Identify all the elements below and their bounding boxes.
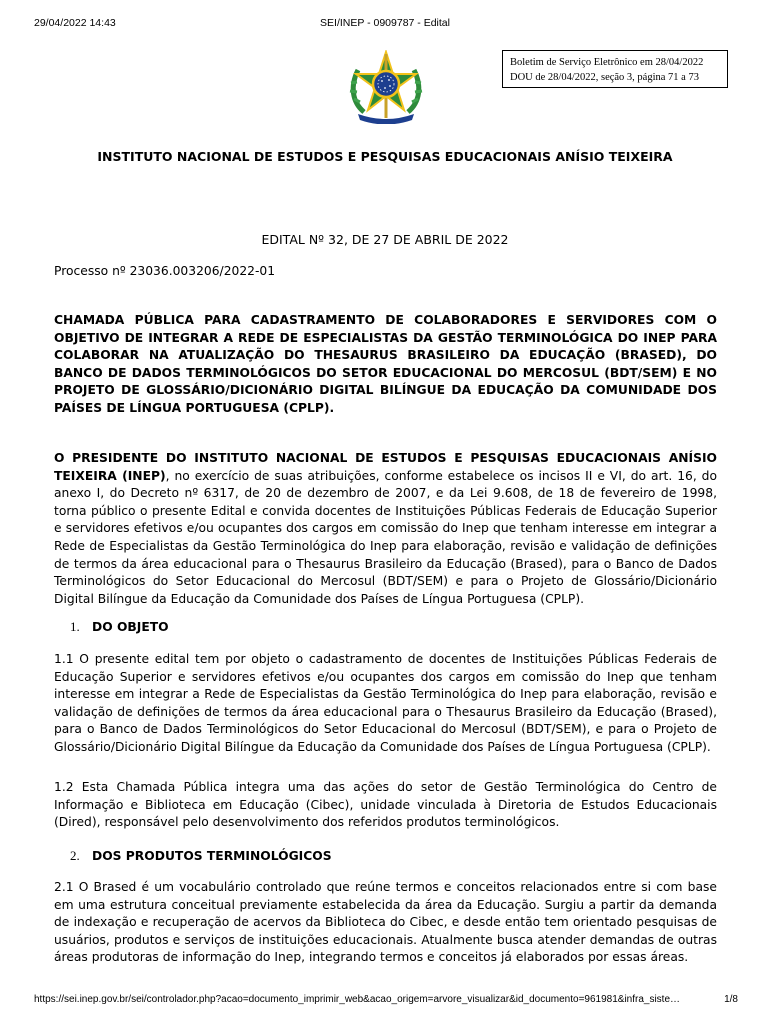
chamada-heading: CHAMADA PÚBLICA PARA CADASTRAMENTO DE COLABORADORES E SERVIDORES COM O OBJETIVO DE INTEGRAR A REDE DE ESPECIALISTAS DA GESTÃO TERMINOLÓGICA DO INEP PARA COLABORAR NA ATUALIZAÇÃO DO THESAURUS BRASILEIRO DA EDUCAÇÃO (BRASED), DO BANCO DE DADOS TERMINOLÓGICOS DO SETOR EDUCACIONAL DO MERCOSUL (BDT/SEM) E NO PROJETO DE GLOSSÁRIO/DICIONÁRIO DIGITAL BILÍNGUE DA EDUCAÇÃO DA COMUNIDADE DOS PAÍSES DE LÍNGUA PORTUGUESA (CPLP). [54, 313, 717, 415]
preamble-bold: O PRESIDENTE DO INSTITUTO NACIONAL DE ESTUDOS E PESQUISAS EDUCACIONAIS ANÍSIO TEIXEIRA (INEP) [54, 451, 717, 483]
section-heading-1 [70, 619, 169, 635]
section-title: DO OBJETO [92, 620, 169, 634]
section-heading-2 [70, 848, 332, 864]
publication-box [502, 50, 728, 88]
page-number: 1/8 [724, 994, 738, 1005]
section-title: DOS PRODUTOS TERMINOLÓGICOS [92, 849, 332, 863]
paragraph-1-1: 1.1 O presente edital tem por objeto o cadastramento de docentes de Instituições Públicas Federais de Educação Superior e servidores efetivos e/ou ocupantes dos cargos em comissão do Inep que tenham interesse em integrar a Rede de Especialistas da Gestão Terminológica do Inep para elaboração, revisão e validação de definições de termos da área educacional para o Thesaurus Brasileiro da Educação (Brased), para o Banco de Dados Terminológicos do Setor Educacional do Mercosul (BDT/SEM), e para o Projeto de Glossário/Dicionário Digital Bilíngue da Educação da Comunidade dos Países de Língua Portuguesa (CPLP). [54, 652, 717, 754]
processo-number: Processo nº 23036.003206/2022-01 [54, 264, 276, 278]
print-url[interactable]: https://sei.inep.gov.br/sei/controlador.php?acao=documento_imprimir_web&acao_origem=arvore_visualizar&id_documento=961981&infra_siste… [34, 994, 681, 1005]
print-datetime: 29/04/2022 14:43 [34, 17, 116, 29]
preamble-paragraph [54, 450, 717, 608]
preamble-text: , no exercício de suas atribuições, conforme estabelece os incisos II e VI, do art. 16, do anexo I, do Decreto nº 6317, de 20 de dezembro de 2007, e da Lei 9.608, de 18 de fevereiro de 1998, torna público o presente Edital e convida docentes de Instituições Públicas Federais de Educação Superior e servidores efetivos e/ou ocupantes dos cargos em comissão do Inep que tenham interesse em integrar a Rede de Especialistas da Gestão Terminológica do Inep para elaboração, revisão e validação de definições de termos da área educacional para o Thesaurus Brasileiro da Educação (Brased), para o Banco de Dados Terminológicos do Setor Educacional do Mercosul (BDT/SEM) e para o Projeto de Glossário/Dicionário Digital Bilíngue da Educação da Comunidade dos Países de Língua Portuguesa (CPLP). [54, 468, 718, 606]
paragraph-1-2: 1.2 Esta Chamada Pública integra uma das ações do setor de Gestão Terminológica do Centro de Informação e Biblioteca em Educação (Cibec), unidade vinculada à Diretoria de Estudos Educacionais (Dired), responsável pelo desenvolvimento dos referidos produtos terminológicos. [54, 780, 717, 830]
section-number: 2. [70, 848, 80, 863]
section-number: 1. [70, 619, 80, 634]
brazil-coat-of-arms-icon [344, 50, 428, 124]
print-doc-title: SEI/INEP - 0909787 - Edital [320, 17, 450, 29]
publication-line-2: DOU de 28/04/2022, seção 3, página 71 a 73 [510, 72, 699, 83]
edital-title: EDITAL Nº 32, DE 27 DE ABRIL DE 2022 [261, 232, 509, 247]
paragraph-2-1: 2.1 O Brased é um vocabulário controlado que reúne termos e conceitos relacionados entre si com base em uma estrutura conceitual previamente estabelecida da área da Educação. Surgiu a partir da demanda de indexação e recuperação de acervos da Biblioteca do Cibec, e desde então tem orientado pesquisas de usuários, produtos e serviços de instituições educacionais. Atualmente busca atender demandas de outras áreas produtoras de informação do Inep, integrando termos e conceitos já elaborados por essas áreas. [54, 880, 717, 965]
institution-title: INSTITUTO NACIONAL DE ESTUDOS E PESQUISAS EDUCACIONAIS ANÍSIO TEIXEIRA [97, 149, 673, 164]
publication-line-1: Boletim de Serviço Eletrônico em 28/04/2022 [510, 57, 704, 68]
